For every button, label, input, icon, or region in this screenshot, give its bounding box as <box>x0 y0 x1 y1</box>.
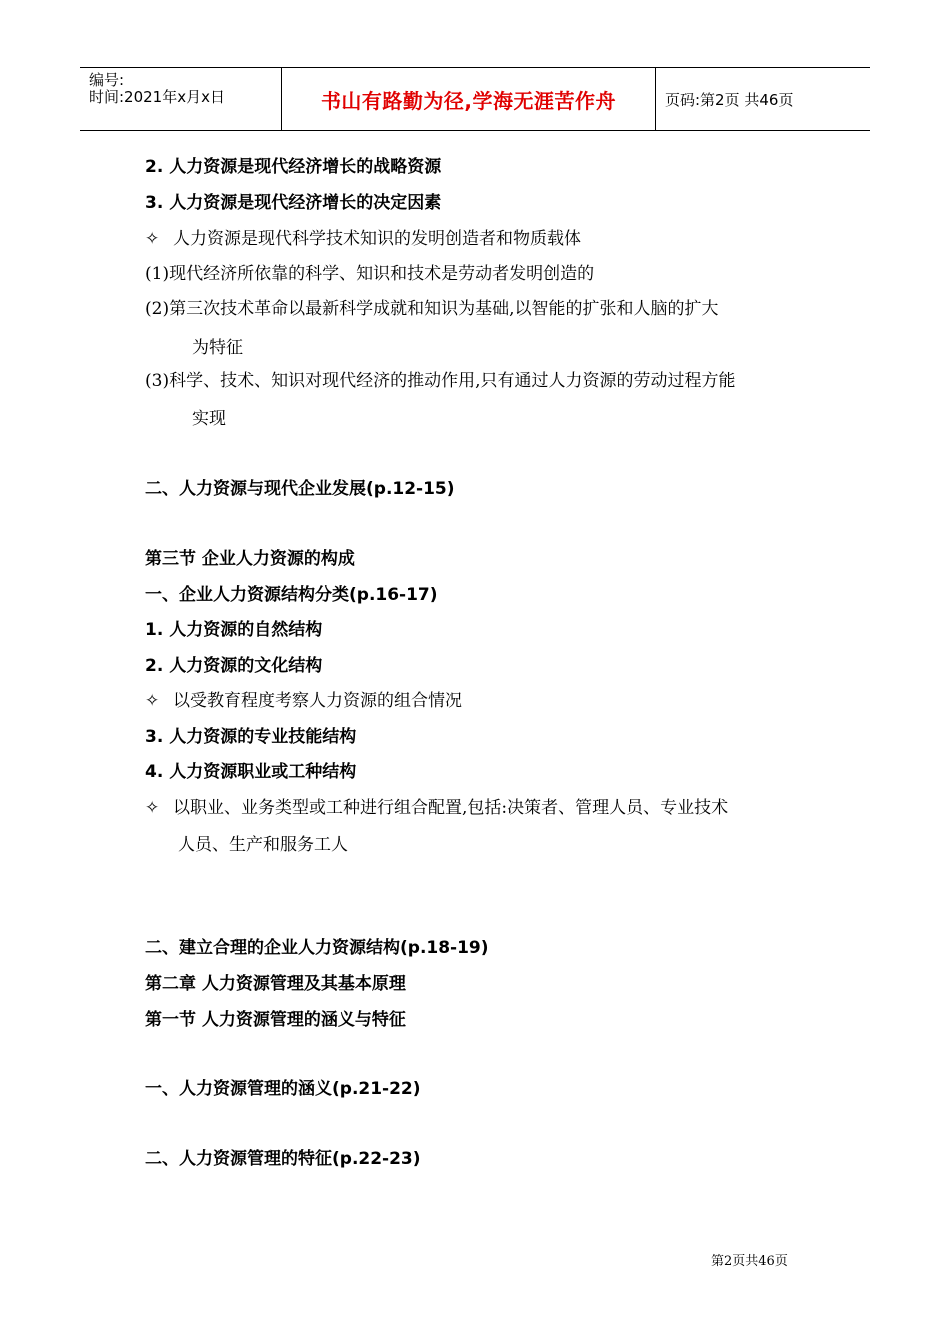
header-page-info: 页码:第2页 共46页 <box>665 90 794 109</box>
bullet-item-knowledge-carrier <box>145 228 581 250</box>
page-footer: 第2页共46页 <box>711 1254 788 1269</box>
document-time-label: 时间:2021年x月x日 <box>89 88 225 106</box>
heading-cultural-structure: 2. 人力资源的文化结构 <box>145 656 323 676</box>
list-item-1: (1)现代经济所依靠的科学、知识和技术是劳动者发明创造的 <box>145 264 595 284</box>
document-number-label: 编号: <box>89 71 125 89</box>
subheading-hrm-features: 二、人力资源管理的特征(p.22-23) <box>145 1149 421 1169</box>
section-title-third: 第三节 企业人力资源的构成 <box>145 549 355 569</box>
page-header <box>80 67 870 131</box>
header-motto-cell <box>281 68 656 130</box>
heading-professional-skill-structure: 3. 人力资源的专业技能结构 <box>145 727 357 747</box>
subheading-reasonable-structure: 二、建立合理的企业人力资源结构(p.18-19) <box>145 938 489 958</box>
diamond-bullet-icon: ✧ <box>145 229 160 249</box>
diamond-bullet-icon: ✧ <box>145 691 160 711</box>
chapter-title-second: 第二章 人力资源管理及其基本原理 <box>145 974 406 994</box>
header-page-cell <box>655 68 870 130</box>
section-title-first: 第一节 人力资源管理的涵义与特征 <box>145 1010 406 1030</box>
list-item-3: (3)科学、技术、知识对现代经济的推动作用,只有通过人力资源的劳动过程方能 <box>145 371 736 391</box>
bullet-item-occupation <box>145 797 728 819</box>
header-motto: 书山有路勤为径,学海无涯苦作舟 <box>320 88 617 113</box>
bullet-text: 以职业、业务类型或工种进行组合配置,包括:决策者、管理人员、专业技术 <box>173 798 729 818</box>
heading-strategic-resource: 2. 人力资源是现代经济增长的战略资源 <box>145 157 442 177</box>
header-meta-cell <box>80 68 281 130</box>
bullet-text: 以受教育程度考察人力资源的组合情况 <box>173 691 462 711</box>
list-item-2: (2)第三次技术革命以最新科学成就和知识为基础,以智能的扩张和人脑的扩大 <box>145 299 719 319</box>
heading-decisive-factor: 3. 人力资源是现代经济增长的决定因素 <box>145 193 442 213</box>
heading-natural-structure: 1. 人力资源的自然结构 <box>145 620 323 640</box>
list-item-2-continued: 为特征 <box>192 338 243 358</box>
subheading-hrm-meaning: 一、人力资源管理的涵义(p.21-22) <box>145 1079 421 1099</box>
bullet-item-education <box>145 690 462 712</box>
list-item-3-continued: 实现 <box>192 409 226 429</box>
subheading-structure-classification: 一、企业人力资源结构分类(p.16-17) <box>145 585 438 605</box>
section-heading-enterprise-development: 二、人力资源与现代企业发展(p.12-15) <box>145 479 455 499</box>
bullet-text: 人力资源是现代科学技术知识的发明创造者和物质载体 <box>173 229 581 249</box>
heading-occupation-structure: 4. 人力资源职业或工种结构 <box>145 762 357 782</box>
bullet-item-occupation-continued: 人员、生产和服务工人 <box>178 835 348 855</box>
diamond-bullet-icon: ✧ <box>145 798 160 818</box>
